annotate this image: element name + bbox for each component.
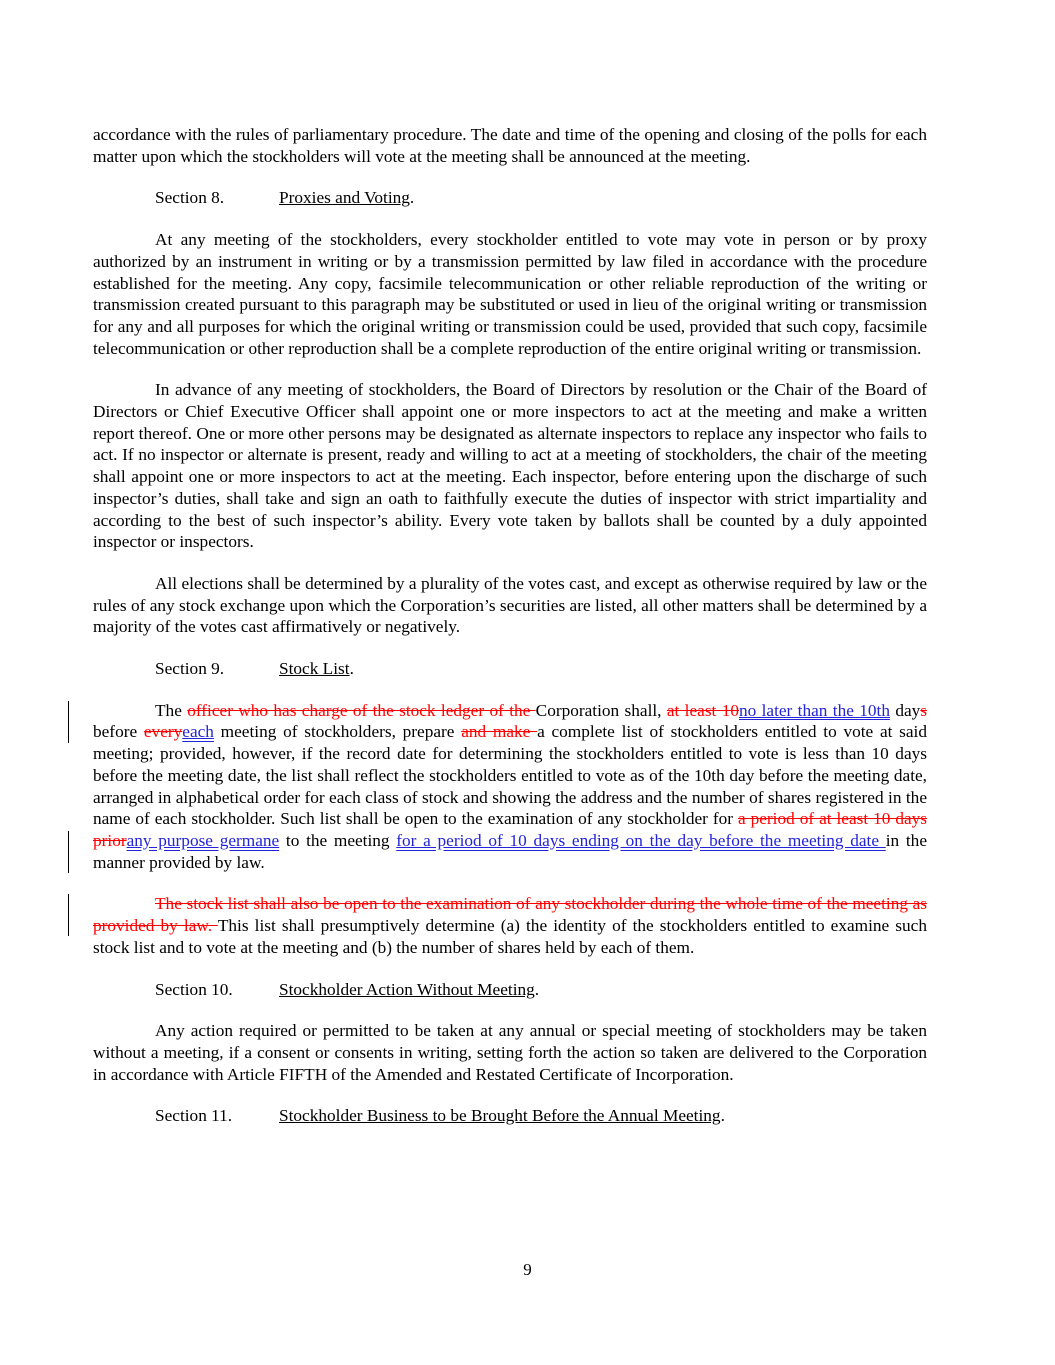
deleted-text: at least 10 bbox=[666, 700, 739, 720]
inserted-text: each bbox=[182, 722, 214, 742]
section-10-heading bbox=[93, 979, 927, 1001]
section-11-title: Stockholder Business to be Brought Before the Annual Meeting bbox=[279, 1106, 721, 1126]
inserted-text: for a period of 10 days ending on the day before the meeting date bbox=[396, 830, 886, 850]
section-11-period: . bbox=[720, 1106, 725, 1126]
deleted-text: The stock list shall also be open to the examination of any stockholder during the whole time of the meeting as provided by law. bbox=[93, 894, 927, 936]
text-run: The bbox=[155, 700, 188, 720]
section-10-period: . bbox=[534, 979, 540, 999]
text-run: meeting of stockholders, prepare bbox=[213, 722, 462, 742]
change-bar bbox=[68, 894, 69, 936]
stock-list-presumption-paragraph bbox=[93, 893, 927, 958]
deleted-text: a period of at least 10 days prior bbox=[93, 809, 928, 850]
inspectors-paragraph: In advance of any meeting of stockholders, the Board of Directors by resolution or the Chair of the Board of Directors or Chief Executive Officer shall appoint one or more inspectors to act at the meeting and make a written report thereof. One or more other persons may be designated as alternate inspectors to replace any inspector who fails to act. If no inspector or alternate is present, ready and willing to act at a meeting of stockholders, the chair of the meeting shall appoint one or more inspectors to act at the meeting. Each inspector, before entering upon the discharge of such inspector’s duties, shall take and sign an oath to faithfully execute the duties of inspector with strict impartiality and according to the best of such inspector’s ability. Every vote taken by ballots shall be counted by a duly appointed inspector or inspectors. bbox=[93, 380, 927, 552]
document-page bbox=[93, 124, 927, 1147]
text-run: before bbox=[93, 722, 144, 742]
section-11-heading bbox=[93, 1105, 927, 1127]
section-8-number: Section 8. bbox=[155, 188, 225, 208]
inserted-text: any purpose germane bbox=[126, 830, 280, 850]
text-run: to the meeting bbox=[279, 830, 397, 850]
section-8-period: . bbox=[409, 188, 415, 208]
section-9-period: . bbox=[349, 659, 354, 679]
change-bar bbox=[68, 701, 69, 743]
deleted-text: s bbox=[920, 700, 928, 720]
proxies-paragraph: At any meeting of the stockholders, every stockholder entitled to vote may vote in person or by proxy authorized by an instrument in writing or by a transmission permitted by law filed in accordance with the procedure established for the meeting. Any copy, facsimile telecommunication or other reliable reproduction of the writing or transmission created pursuant to this paragraph may be substituted or used in lieu of the original writing or transmission for any and all purposes for which the original writing or transmission could be used, provided that such copy, facsimile telecommunication or other reproduction shall be a complete reproduction of the entire original writing or transmission. bbox=[93, 230, 927, 358]
paragraph-continued: accordance with the rules of parliamentary procedure. The date and time of the opening and closing of the polls for each matter upon which the stockholders will vote at the meeting shall be announced at the meeting. bbox=[93, 125, 927, 166]
text-run: Corporation shall, bbox=[535, 700, 667, 720]
deleted-text: every bbox=[143, 722, 183, 742]
text-run: This list shall presumptively determine (a) the identity of the stockholders entitled to examine such stock list and to vote at the meeting and (b) the number of shares held by each of them. bbox=[93, 916, 927, 957]
inserted-text: no later than the 10th bbox=[738, 700, 890, 720]
stock-list-paragraph bbox=[93, 700, 927, 874]
elections-paragraph: All elections shall be determined by a plurality of the votes cast, and except as otherwise required by law or the rules of any stock exchange upon which the Corporation’s securities are listed, all other matters shall be determined by a majority of the votes cast affirmatively or negatively. bbox=[93, 573, 927, 637]
deleted-text: officer who has charge of the stock ledger of the bbox=[187, 700, 536, 720]
section-10-title: Stockholder Action Without Meeting bbox=[279, 979, 535, 999]
section-9-heading bbox=[93, 658, 927, 680]
section-8-title: Proxies and Voting bbox=[279, 188, 410, 208]
text-run: a complete list of stockholders entitled to vote at said meeting; provided, however, if the record date for determining the stockholders entitled to vote is less than 10 days before the meeting date, the list shall reflect the stockholders entitled to vote as of the 10th day before the meeting date, arranged in alphabetical order for each class of stock and showing the address and the number of shares registered in the name of each stockholder. Such list shall be open to the examination of any stockholder for bbox=[93, 722, 928, 829]
section-9-number: Section 9. bbox=[155, 659, 225, 679]
section-11-number: Section 11. bbox=[155, 1106, 233, 1126]
deleted-text: and make bbox=[461, 722, 538, 742]
section-9-title: Stock List bbox=[279, 659, 350, 679]
section-10-number: Section 10. bbox=[155, 979, 233, 999]
page-number: 9 bbox=[523, 1260, 532, 1279]
change-bar bbox=[68, 831, 69, 873]
text-run: day bbox=[889, 700, 921, 720]
section-8-heading bbox=[93, 187, 927, 209]
text-run: in the manner provided by law. bbox=[93, 830, 927, 872]
action-without-meeting-paragraph: Any action required or permitted to be taken at any annual or special meeting of stockholders may be taken without a meeting, if a consent or consents in writing, setting forth the action so taken are delivered to the Corporation in accordance with Article FIFTH of the Amended and Restated Certificate of Incorporation. bbox=[93, 1021, 927, 1084]
